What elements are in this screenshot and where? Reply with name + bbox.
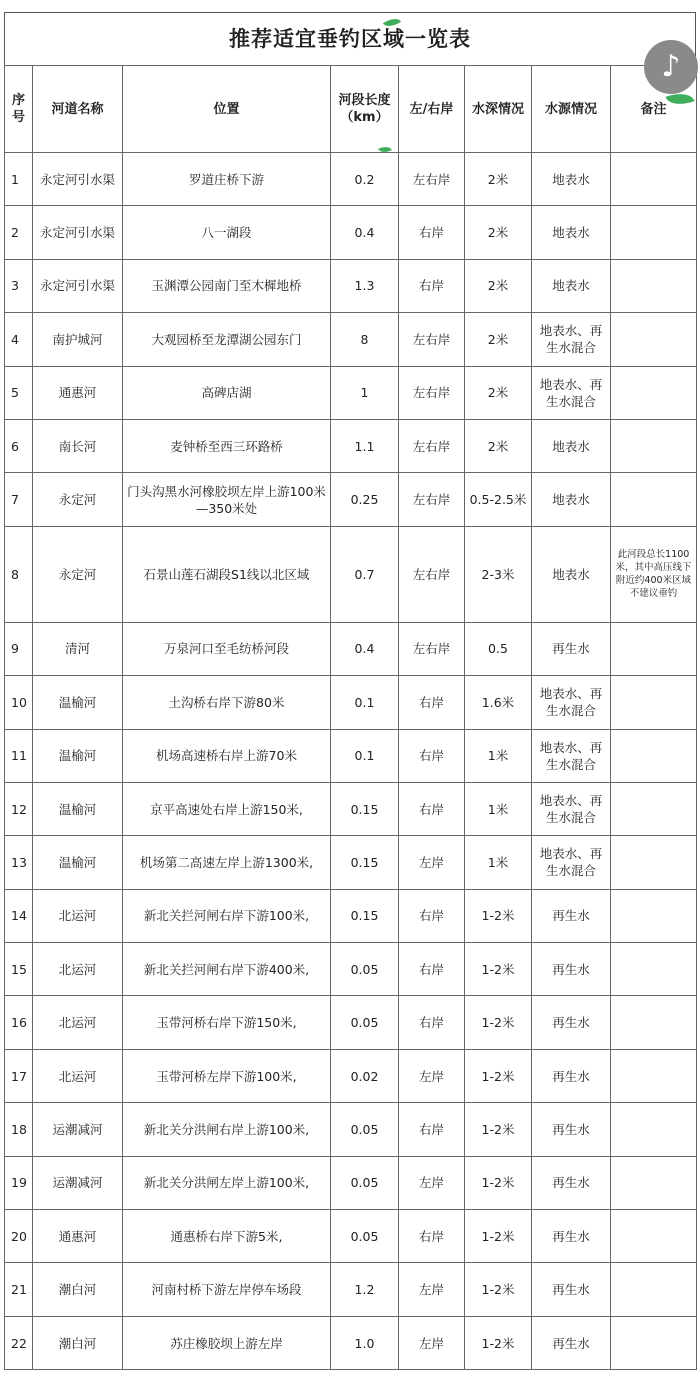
cell-source: 再生水 (532, 1263, 611, 1316)
cell-location: 河南村桥下游左岸停车场段 (123, 1263, 331, 1316)
cell-depth: 1-2米 (465, 1049, 532, 1102)
cell-bank: 左右岸 (399, 153, 465, 206)
cell-location: 新北关拦河闸右岸下游100米, (123, 889, 331, 942)
cell-river-name: 运潮减河 (33, 1103, 123, 1156)
cell-location: 麦钟桥至西三环路桥 (123, 419, 331, 472)
cell-source: 再生水 (532, 1049, 611, 1102)
table-row (5, 943, 697, 996)
cell-length: 0.05 (331, 1156, 399, 1209)
cell-bank: 右岸 (399, 206, 465, 259)
fishing-area-sheet (4, 12, 696, 1370)
table-row (5, 419, 697, 472)
cell-note (611, 622, 697, 675)
cell-depth: 1-2米 (465, 1316, 532, 1369)
table-row (5, 996, 697, 1049)
cell-river-name: 永定河引水渠 (33, 153, 123, 206)
table-row (5, 1316, 697, 1369)
cell-source: 再生水 (532, 1316, 611, 1369)
cell-depth: 2米 (465, 419, 532, 472)
cell-note (611, 313, 697, 366)
cell-location: 新北关分洪闸左岸上游100米, (123, 1156, 331, 1209)
cell-length: 1 (331, 366, 399, 419)
cell-source: 地表水、再生水混合 (532, 836, 611, 889)
table-row (5, 206, 697, 259)
table-row (5, 782, 697, 835)
cell-bank: 右岸 (399, 782, 465, 835)
cell-bank: 左右岸 (399, 622, 465, 675)
cell-seq: 19 (5, 1156, 33, 1209)
table-row (5, 1049, 697, 1102)
cell-river-name: 北运河 (33, 889, 123, 942)
cell-bank: 右岸 (399, 259, 465, 312)
cell-bank: 右岸 (399, 729, 465, 782)
cell-length: 0.15 (331, 889, 399, 942)
header-name: 河道名称 (33, 66, 123, 153)
cell-depth: 2米 (465, 366, 532, 419)
cell-river-name: 永定河 (33, 526, 123, 622)
header-source: 水源情况 (532, 66, 611, 153)
cell-note (611, 782, 697, 835)
cell-seq: 6 (5, 419, 33, 472)
cell-note (611, 366, 697, 419)
table-row (5, 1263, 697, 1316)
cell-note (611, 1210, 697, 1263)
cell-river-name: 永定河引水渠 (33, 259, 123, 312)
table-row (5, 676, 697, 729)
cell-depth: 2-3米 (465, 526, 532, 622)
cell-seq: 12 (5, 782, 33, 835)
cell-seq: 11 (5, 729, 33, 782)
cell-length: 0.25 (331, 473, 399, 526)
cell-location: 大观园桥至龙潭湖公园东门 (123, 313, 331, 366)
cell-seq: 5 (5, 366, 33, 419)
cell-length: 1.0 (331, 1316, 399, 1369)
cell-location: 高碑店湖 (123, 366, 331, 419)
cell-location: 八一湖段 (123, 206, 331, 259)
cell-depth: 1-2米 (465, 1103, 532, 1156)
cell-river-name: 南护城河 (33, 313, 123, 366)
cell-source: 再生水 (532, 1103, 611, 1156)
cell-seq: 2 (5, 206, 33, 259)
table-row (5, 313, 697, 366)
cell-length: 0.05 (331, 1103, 399, 1156)
cell-depth: 2米 (465, 259, 532, 312)
cell-seq: 7 (5, 473, 33, 526)
table-row (5, 153, 697, 206)
cell-seq: 18 (5, 1103, 33, 1156)
cell-length: 0.05 (331, 996, 399, 1049)
header-bank: 左/右岸 (399, 66, 465, 153)
cell-depth: 1米 (465, 729, 532, 782)
cell-location: 新北关拦河闸右岸下游400米, (123, 943, 331, 996)
cell-river-name: 北运河 (33, 996, 123, 1049)
cell-location: 新北关分洪闸右岸上游100米, (123, 1103, 331, 1156)
cell-depth: 1-2米 (465, 996, 532, 1049)
cell-seq: 20 (5, 1210, 33, 1263)
cell-depth: 2米 (465, 153, 532, 206)
cell-depth: 0.5-2.5米 (465, 473, 532, 526)
cell-seq: 14 (5, 889, 33, 942)
cell-location: 通惠桥右岸下游5米, (123, 1210, 331, 1263)
cell-river-name: 温榆河 (33, 836, 123, 889)
cell-location: 门头沟黑水河橡胶坝左岸上游100米—350米处 (123, 473, 331, 526)
cell-source: 再生水 (532, 1156, 611, 1209)
cell-length: 0.2 (331, 153, 399, 206)
cell-seq: 13 (5, 836, 33, 889)
music-note-icon[interactable]: ♪ (644, 40, 698, 94)
cell-source: 地表水 (532, 206, 611, 259)
cell-location: 机场第二高速左岸上游1300米, (123, 836, 331, 889)
cell-bank: 左右岸 (399, 473, 465, 526)
cell-depth: 1米 (465, 836, 532, 889)
cell-note (611, 676, 697, 729)
cell-bank: 右岸 (399, 1210, 465, 1263)
cell-seq: 1 (5, 153, 33, 206)
cell-length: 0.4 (331, 206, 399, 259)
cell-river-name: 潮白河 (33, 1263, 123, 1316)
table-row (5, 526, 697, 622)
cell-bank: 左右岸 (399, 419, 465, 472)
cell-source: 地表水 (532, 473, 611, 526)
cell-bank: 右岸 (399, 1103, 465, 1156)
cell-seq: 17 (5, 1049, 33, 1102)
cell-source: 地表水、再生水混合 (532, 729, 611, 782)
cell-note: 此河段总长1100米，其中高压线下附近约400米区域不建议垂钓 (611, 526, 697, 622)
cell-river-name: 运潮减河 (33, 1156, 123, 1209)
cell-river-name: 温榆河 (33, 782, 123, 835)
cell-river-name: 潮白河 (33, 1316, 123, 1369)
cell-source: 地表水 (532, 526, 611, 622)
cell-seq: 22 (5, 1316, 33, 1369)
cell-river-name: 南长河 (33, 419, 123, 472)
cell-seq: 4 (5, 313, 33, 366)
cell-length: 8 (331, 313, 399, 366)
cell-seq: 16 (5, 996, 33, 1049)
cell-seq: 3 (5, 259, 33, 312)
cell-note (611, 836, 697, 889)
cell-location: 玉带河桥右岸下游150米, (123, 996, 331, 1049)
cell-river-name: 永定河引水渠 (33, 206, 123, 259)
cell-length: 0.4 (331, 622, 399, 675)
cell-source: 再生水 (532, 1210, 611, 1263)
cell-source: 地表水 (532, 259, 611, 312)
cell-bank: 右岸 (399, 676, 465, 729)
table-row (5, 836, 697, 889)
header-depth: 水深情况 (465, 66, 532, 153)
cell-bank: 左右岸 (399, 366, 465, 419)
cell-location: 苏庄橡胶坝上游左岸 (123, 1316, 331, 1369)
cell-seq: 9 (5, 622, 33, 675)
cell-location: 万泉河口至毛纺桥河段 (123, 622, 331, 675)
cell-depth: 2米 (465, 313, 532, 366)
cell-note (611, 419, 697, 472)
cell-location: 玉渊潭公园南门至木樨地桥 (123, 259, 331, 312)
cell-depth: 1-2米 (465, 889, 532, 942)
table-row (5, 1156, 697, 1209)
header-length: 河段长度（km） (331, 66, 399, 153)
cell-note (611, 1316, 697, 1369)
cell-river-name: 温榆河 (33, 729, 123, 782)
cell-river-name: 清河 (33, 622, 123, 675)
table-row (5, 366, 697, 419)
cell-note (611, 473, 697, 526)
cell-seq: 10 (5, 676, 33, 729)
cell-source: 再生水 (532, 622, 611, 675)
cell-note (611, 729, 697, 782)
cell-location: 玉带河桥左岸下游100米, (123, 1049, 331, 1102)
cell-note (611, 943, 697, 996)
cell-river-name: 温榆河 (33, 676, 123, 729)
table-header-row (5, 66, 697, 153)
cell-depth: 0.5 (465, 622, 532, 675)
fishing-area-table (4, 65, 697, 1370)
cell-bank: 右岸 (399, 889, 465, 942)
cell-river-name: 北运河 (33, 943, 123, 996)
cell-location: 京平高速处右岸上游150米, (123, 782, 331, 835)
cell-depth: 1-2米 (465, 1263, 532, 1316)
table-row (5, 889, 697, 942)
cell-bank: 左岸 (399, 836, 465, 889)
cell-note (611, 1263, 697, 1316)
cell-note (611, 153, 697, 206)
cell-seq: 21 (5, 1263, 33, 1316)
cell-source: 再生水 (532, 996, 611, 1049)
cell-depth: 2米 (465, 206, 532, 259)
cell-depth: 1米 (465, 782, 532, 835)
cell-bank: 左右岸 (399, 313, 465, 366)
cell-note (611, 1103, 697, 1156)
table-row (5, 1103, 697, 1156)
cell-note (611, 1156, 697, 1209)
cell-depth: 1-2米 (465, 1210, 532, 1263)
cell-bank: 右岸 (399, 943, 465, 996)
cell-note (611, 996, 697, 1049)
cell-bank: 左岸 (399, 1156, 465, 1209)
cell-source: 地表水、再生水混合 (532, 366, 611, 419)
cell-note (611, 889, 697, 942)
cell-source: 地表水、再生水混合 (532, 313, 611, 366)
cell-length: 0.1 (331, 729, 399, 782)
cell-source: 再生水 (532, 943, 611, 996)
cell-river-name: 通惠河 (33, 1210, 123, 1263)
header-note: 备注 (611, 66, 697, 153)
cell-location: 罗道庄桥下游 (123, 153, 331, 206)
cell-location: 石景山莲石湖段S1线以北区域 (123, 526, 331, 622)
cell-depth: 1-2米 (465, 943, 532, 996)
cell-seq: 15 (5, 943, 33, 996)
table-row (5, 259, 697, 312)
cell-source: 地表水、再生水混合 (532, 676, 611, 729)
cell-bank: 左岸 (399, 1316, 465, 1369)
cell-length: 0.7 (331, 526, 399, 622)
cell-bank: 左岸 (399, 1263, 465, 1316)
table-row (5, 729, 697, 782)
header-seq: 序号 (5, 66, 33, 153)
cell-bank: 左右岸 (399, 526, 465, 622)
table-row (5, 473, 697, 526)
cell-length: 0.1 (331, 676, 399, 729)
cell-source: 地表水 (532, 153, 611, 206)
cell-note (611, 1049, 697, 1102)
cell-location: 土沟桥右岸下游80米 (123, 676, 331, 729)
cell-depth: 1-2米 (465, 1156, 532, 1209)
cell-note (611, 206, 697, 259)
cell-bank: 右岸 (399, 996, 465, 1049)
cell-length: 0.15 (331, 782, 399, 835)
cell-source: 再生水 (532, 889, 611, 942)
cell-bank: 左岸 (399, 1049, 465, 1102)
cell-note (611, 259, 697, 312)
cell-seq: 8 (5, 526, 33, 622)
header-location: 位置 (123, 66, 331, 153)
cell-source: 地表水 (532, 419, 611, 472)
cell-length: 1.1 (331, 419, 399, 472)
table-row (5, 622, 697, 675)
cell-length: 1.3 (331, 259, 399, 312)
cell-length: 0.05 (331, 943, 399, 996)
cell-source: 地表水、再生水混合 (532, 782, 611, 835)
table-row (5, 1210, 697, 1263)
cell-length: 0.02 (331, 1049, 399, 1102)
page-title: 推荐适宜垂钓区域一览表 (4, 12, 696, 65)
cell-river-name: 北运河 (33, 1049, 123, 1102)
cell-river-name: 永定河 (33, 473, 123, 526)
cell-location: 机场高速桥右岸上游70米 (123, 729, 331, 782)
cell-depth: 1.6米 (465, 676, 532, 729)
cell-length: 0.15 (331, 836, 399, 889)
cell-length: 0.05 (331, 1210, 399, 1263)
cell-river-name: 通惠河 (33, 366, 123, 419)
cell-length: 1.2 (331, 1263, 399, 1316)
